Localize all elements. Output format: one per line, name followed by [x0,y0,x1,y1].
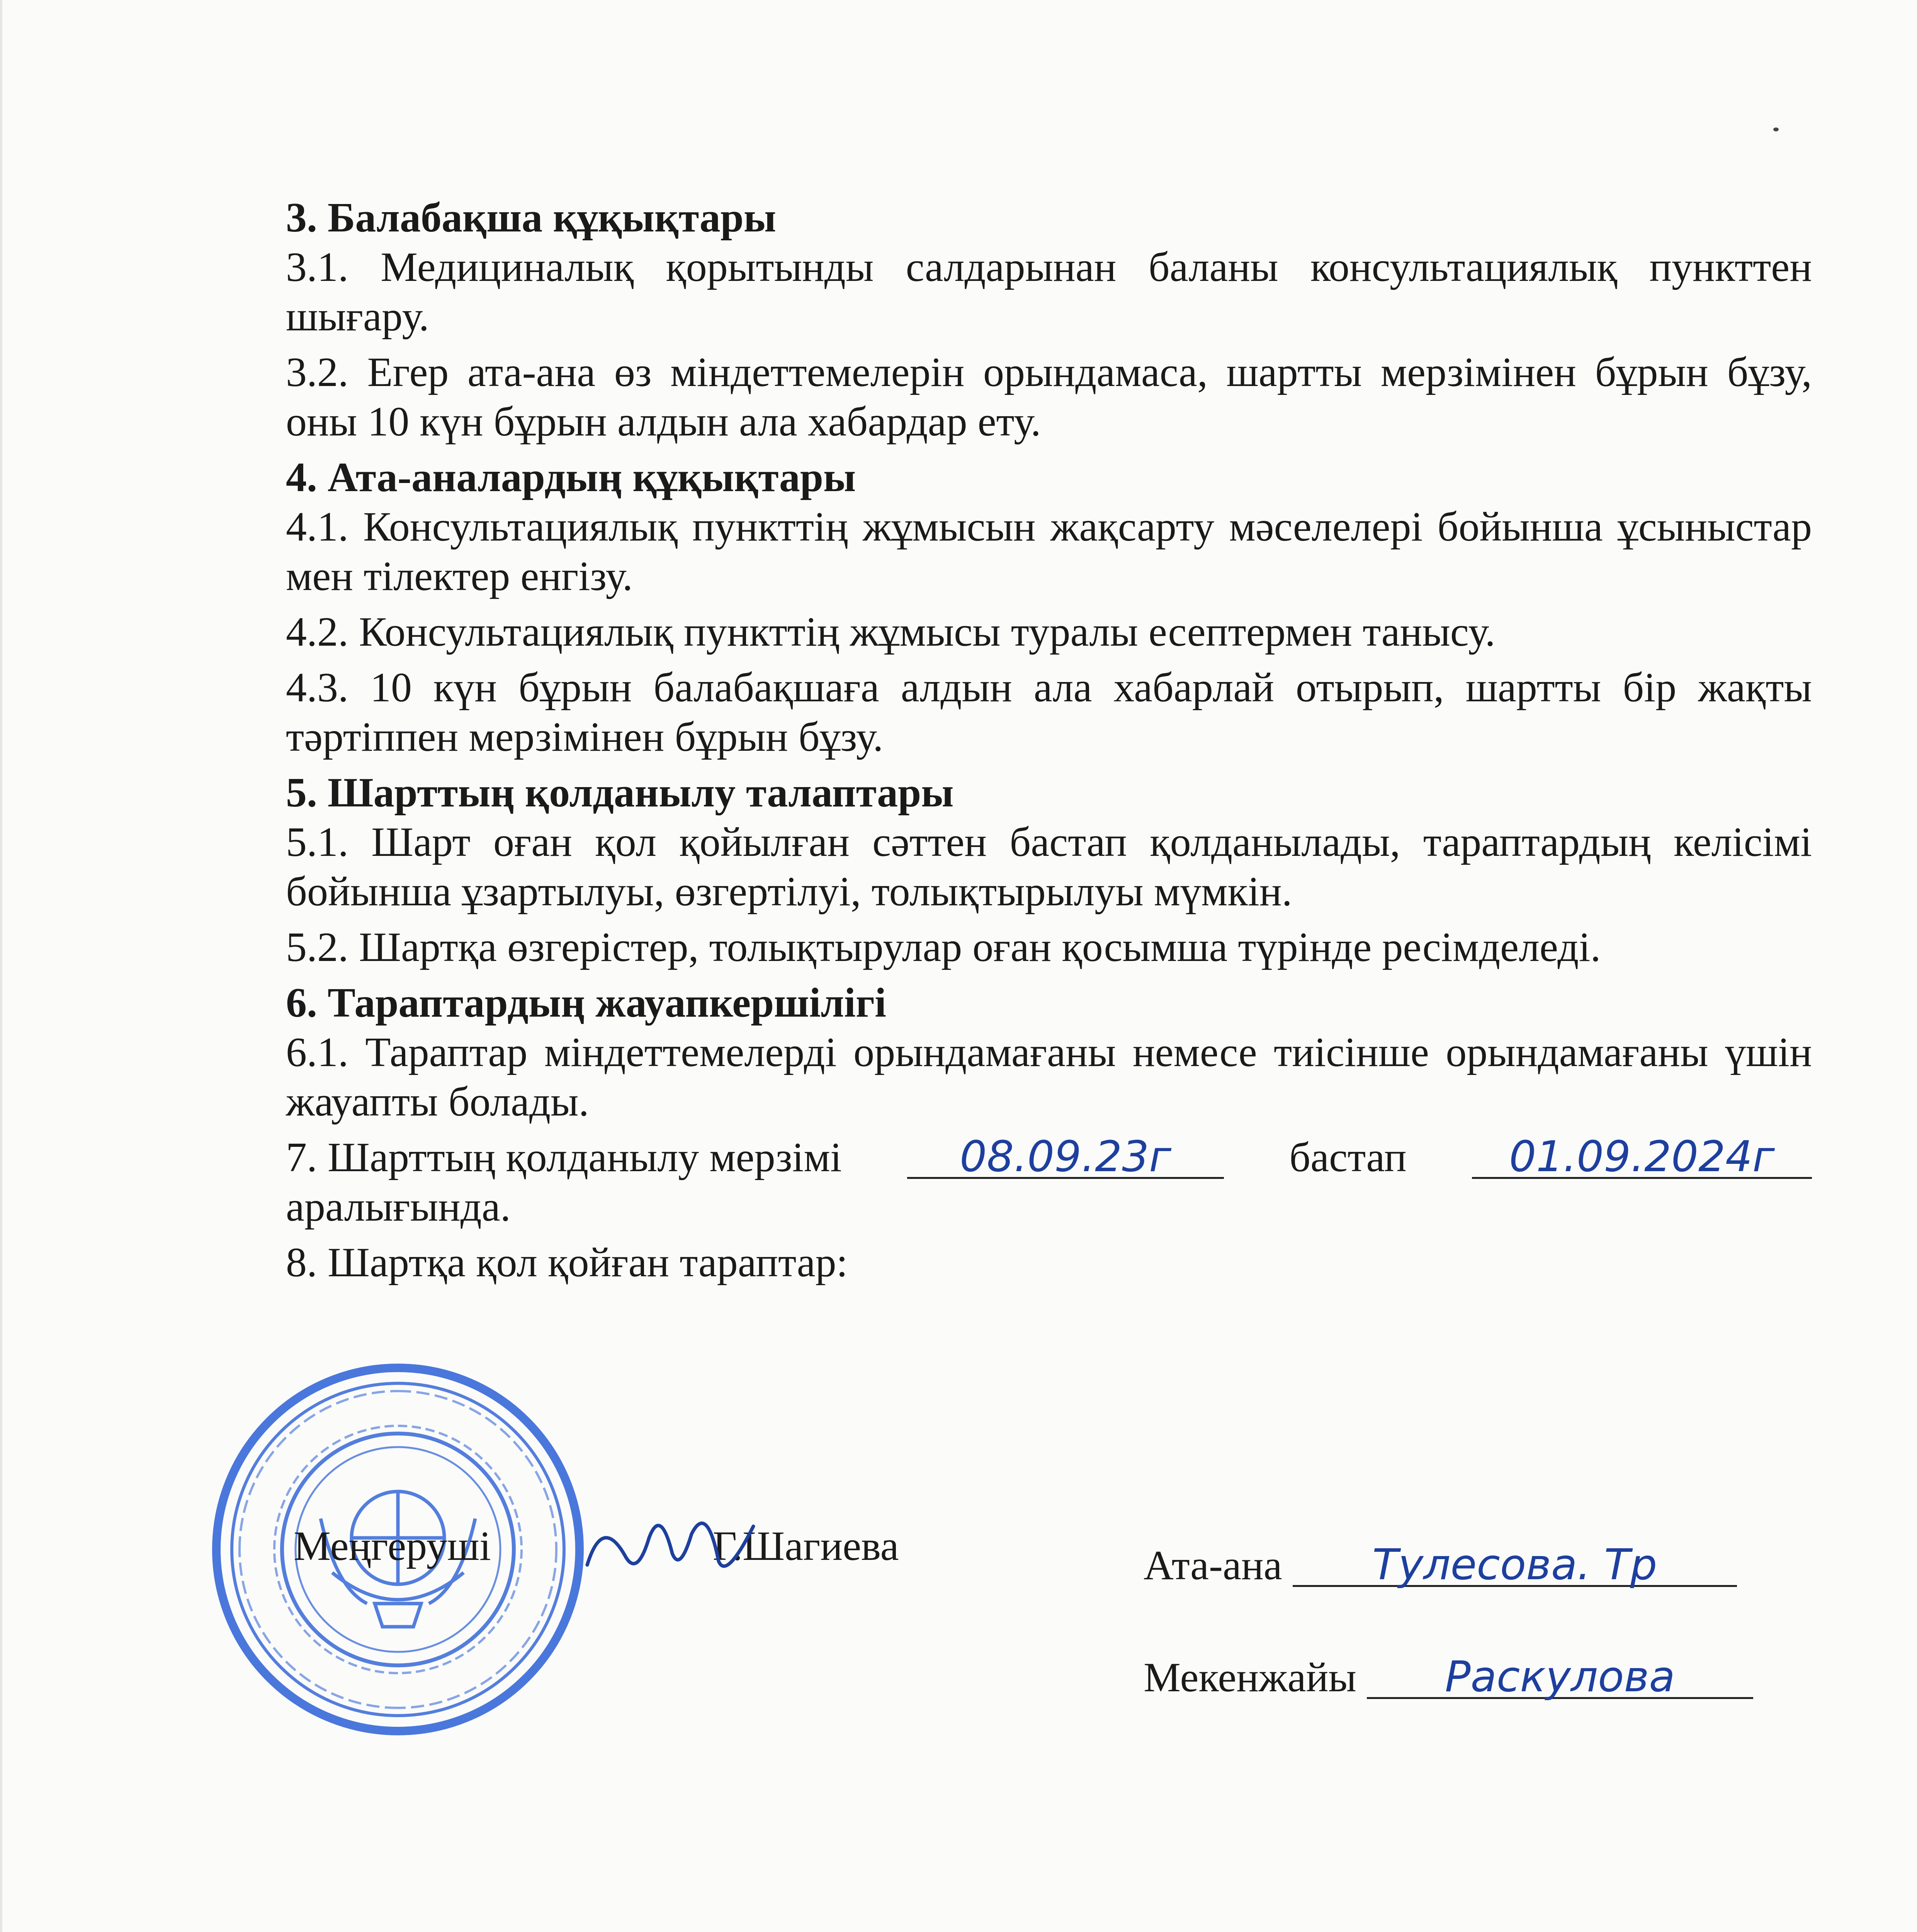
director-name: Г.Шагиева [712,1523,899,1569]
signatories-label: 8. Шартқа қол қойған тараптар: [286,1240,848,1286]
term-to-field[interactable] [1472,1132,1812,1181]
term-suffix: аралығында. [286,1184,511,1230]
term-middle: бастап [1289,1134,1407,1180]
parent-handwriting: Тулесова. Тр [1372,1540,1657,1589]
clause: 4.3. 10 күн бұрын балабақшаға алдын ала хабарлай отырып, шартты бір жақты тәртіппен мерзімінен бұрын бұзу. [286,665,1812,760]
address-label: Мекенжайы [1144,1655,1356,1701]
term-to-handwriting: 01.09.2024г [1509,1132,1775,1181]
term-line [286,1133,1812,1182]
clause: 3.1. Медициналық қорытынды салдарынан баланы консультациялық пункттен шығару. [286,244,1812,340]
parent-role: Ата-ана [1144,1543,1282,1588]
parent-field[interactable] [1293,1540,1737,1589]
clause: 3.2. Егер ата-ана өз міндеттемелерін орындамаса, шартты мерзімінен бұрын бұзу, оны 10 күн бұрын алдын ала хабардар ету. [286,349,1812,445]
clause: 5.2. Шартқа өзгерістер, толықтырулар оған қосымша түрінде ресімделеді. [286,924,1601,970]
clause: 5.1. Шарт оған қол қойылған сәттен бастап қолданылады, тараптардың келісімі бойынша ұзартылуы, өзгертілуі, толықтырылуы мүмкін. [286,819,1812,915]
address-line [1144,1654,1753,1702]
term-from-field[interactable] [907,1132,1224,1181]
section-heading: 3. Балабақша құқықтары [286,195,777,241]
term-from-handwriting: 08.09.23г [960,1132,1171,1181]
section-heading: 5. Шарттың қолданылу талаптары [286,770,954,816]
address-field[interactable] [1367,1652,1753,1701]
scan-speck [1773,128,1779,131]
director-signature-mark [580,1492,761,1592]
clause: 4.2. Консультациялық пункттің жұмысы туралы есептермен танысу. [286,609,1496,655]
director-role: Меңгеруші [294,1523,491,1569]
parent-signature-line [1144,1542,1737,1590]
document-body [286,193,1812,1294]
clause: 4.1. Консультациялық пункттің жұмысын жақсарту мәселелері бойынша ұсыныстар мен тілектер енгізу. [286,504,1812,599]
term-label: 7. Шарттың қолданылу мерзімі [286,1134,842,1180]
address-handwriting: Раскулова [1445,1652,1675,1701]
section-heading: 6. Тараптардың жауапкершілігі [286,980,886,1026]
section-heading: 4. Ата-аналардың құқықтары [286,454,856,500]
clause: 6.1. Тараптар міндеттемелерді орындамағаны немесе тиісінше орындамағаны үшін жауапты болады. [286,1029,1812,1125]
